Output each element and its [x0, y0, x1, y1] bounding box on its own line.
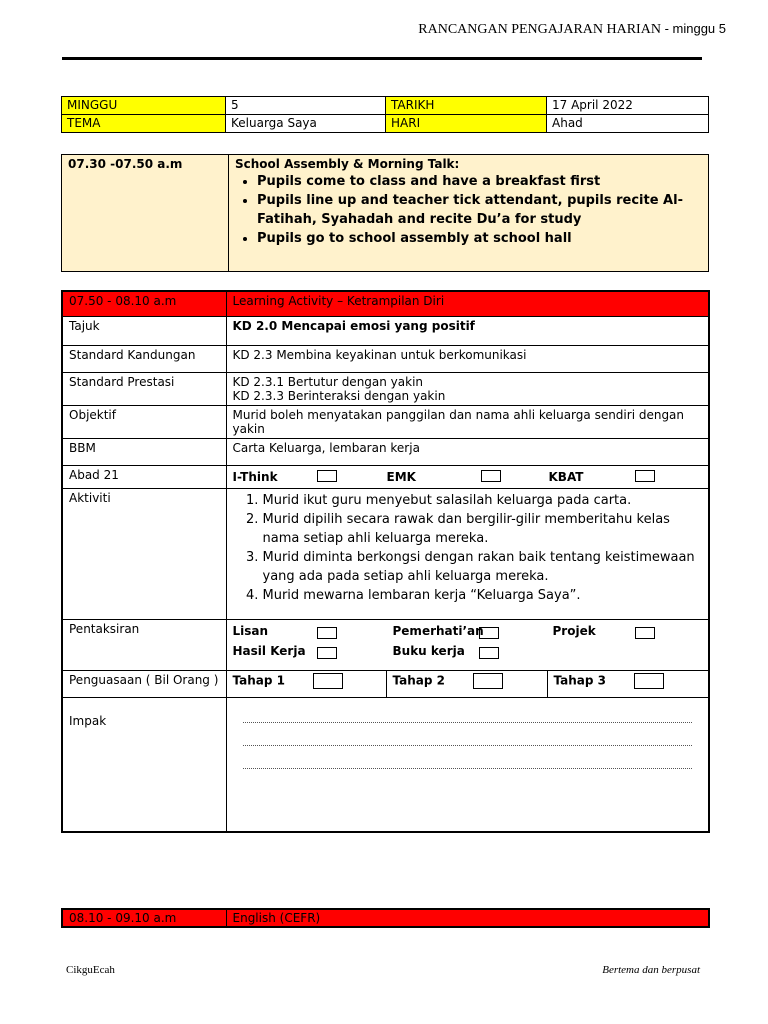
- objektif-value: Murid boleh menyatakan panggilan dan nama ahli keluarga sendiri dengan yakin: [226, 406, 709, 439]
- tahap-3-cell: [547, 671, 709, 698]
- tahap-1-box[interactable]: [313, 673, 343, 689]
- pentaksiran-option-label: Hasil Kerja: [232, 644, 306, 658]
- impak-line: [243, 746, 693, 769]
- abad-option-label: I-Think: [232, 470, 278, 484]
- list-item: • Pupils go to school assembly at school hall: [257, 229, 702, 248]
- footer-tagline: Bertema dan berpusat: [602, 964, 700, 976]
- bbm-value: Carta Keluarga, lembaran kerja: [226, 439, 709, 466]
- header-separator: -: [660, 21, 673, 36]
- assembly-list: [235, 172, 702, 248]
- tajuk-value: KD 2.0 Mencapai emosi yang positif: [226, 317, 709, 346]
- lesson-time: 07.50 - 08.10 a.m: [62, 291, 226, 317]
- list-item: 1. Murid ikut guru menyebut salasilah keluarga pada carta.: [263, 491, 703, 510]
- assembly-time: 07.30 -07.50 a.m: [62, 155, 229, 272]
- pentaksiran-options: [226, 620, 709, 671]
- sp-line-2: KD 2.3.3 Berinteraksi dengan yakin: [232, 389, 446, 403]
- assembly-content: [229, 155, 709, 272]
- emk-checkbox[interactable]: [481, 470, 501, 482]
- ithink-checkbox[interactable]: [317, 470, 337, 482]
- list-item: 4. Murid mewarna lembaran kerja “Keluarga Saya”.: [263, 586, 703, 605]
- abad-options: [226, 466, 709, 489]
- assembly-table: [61, 154, 709, 272]
- minggu-value: 5: [226, 97, 386, 115]
- projek-checkbox[interactable]: [635, 627, 655, 639]
- abad-option-label: KBAT: [548, 470, 584, 484]
- hasil-kerja-checkbox[interactable]: [317, 647, 337, 659]
- pentaksiran-option-label: Lisan: [232, 624, 269, 638]
- pemerhatian-checkbox[interactable]: [479, 627, 499, 639]
- pentaksiran-option-label: Pemerhati’an: [392, 624, 484, 638]
- page-header: [418, 21, 726, 38]
- tahap-1-cell: [226, 671, 386, 698]
- pentaksiran-option-label: Buku kerja: [392, 644, 465, 658]
- next-time: 08.10 - 09.10 a.m: [62, 909, 226, 927]
- sp-label: Standard Prestasi: [62, 373, 226, 406]
- objektif-label: Objektif: [62, 406, 226, 439]
- header-rule: [62, 57, 702, 60]
- footer-author: CikguEcah: [66, 964, 115, 976]
- impak-line: [243, 723, 693, 746]
- list-item: • Pupils come to class and have a breakfast first: [257, 172, 702, 191]
- aktiviti-content: [226, 489, 709, 620]
- tema-value: Keluarga Saya: [226, 115, 386, 133]
- lesson-subject: Learning Activity – Ketrampilan Diri: [226, 291, 709, 317]
- list-item: 3. Murid diminta berkongsi dengan rakan baik tentang keistimewaan yang ada pada setiap ahli keluarga mereka.: [263, 548, 703, 586]
- impak-line: [243, 700, 693, 723]
- tajuk-label: Tajuk: [62, 317, 226, 346]
- pentaksiran-label: Pentaksiran: [62, 620, 226, 671]
- hari-label: HARI: [386, 115, 547, 133]
- aktiviti-list: [233, 491, 703, 605]
- tahap-3-box[interactable]: [634, 673, 664, 689]
- sp-line-1: KD 2.3.1 Bertutur dengan yakin: [232, 375, 424, 389]
- tahap-3-label: Tahap 3: [553, 673, 606, 688]
- buku-kerja-checkbox[interactable]: [479, 647, 499, 659]
- lisan-checkbox[interactable]: [317, 627, 337, 639]
- penguasaan-label: Penguasaan ( Bil Orang ): [62, 671, 226, 698]
- header-subtitle: minggu 5: [672, 21, 726, 36]
- sk-label: Standard Kandungan: [62, 346, 226, 373]
- bbm-label: BBM: [62, 439, 226, 466]
- pentaksiran-option-label: Projek: [552, 624, 596, 638]
- header-title: RANCANGAN PENGAJARAN HARIAN: [418, 22, 661, 37]
- tahap-1-label: Tahap 1: [232, 673, 285, 688]
- next-session-table: [61, 908, 710, 928]
- tema-label: TEMA: [62, 115, 226, 133]
- sp-value: [226, 373, 709, 406]
- list-item: 2. Murid dipilih secara rawak dan bergilir-gilir memberitahu kelas nama setiap ahli keluarga mereka.: [263, 510, 703, 548]
- tahap-2-box[interactable]: [473, 673, 503, 689]
- info-table: [61, 96, 709, 133]
- kbat-checkbox[interactable]: [635, 470, 655, 482]
- sk-value: KD 2.3 Membina keyakinan untuk berkomunikasi: [226, 346, 709, 373]
- tarikh-value: 17 April 2022: [547, 97, 709, 115]
- abad-label: Abad 21: [62, 466, 226, 489]
- abad-option-label: EMK: [386, 470, 416, 484]
- lesson-table: [61, 290, 710, 833]
- next-subject: English (CEFR): [226, 909, 709, 927]
- aktiviti-label: Aktiviti: [62, 489, 226, 620]
- impak-area[interactable]: [226, 698, 709, 833]
- assembly-caption: School Assembly & Morning Talk:: [235, 157, 460, 171]
- tarikh-label: TARIKH: [386, 97, 547, 115]
- impak-label: Impak: [62, 698, 226, 833]
- minggu-label: MINGGU: [62, 97, 226, 115]
- tahap-2-cell: [386, 671, 547, 698]
- tahap-2-label: Tahap 2: [392, 673, 445, 688]
- hari-value: Ahad: [547, 115, 709, 133]
- list-item: • Pupils line up and teacher tick attendant, pupils recite Al-Fatihah, Syahadah and recite Du’a for study: [257, 191, 702, 229]
